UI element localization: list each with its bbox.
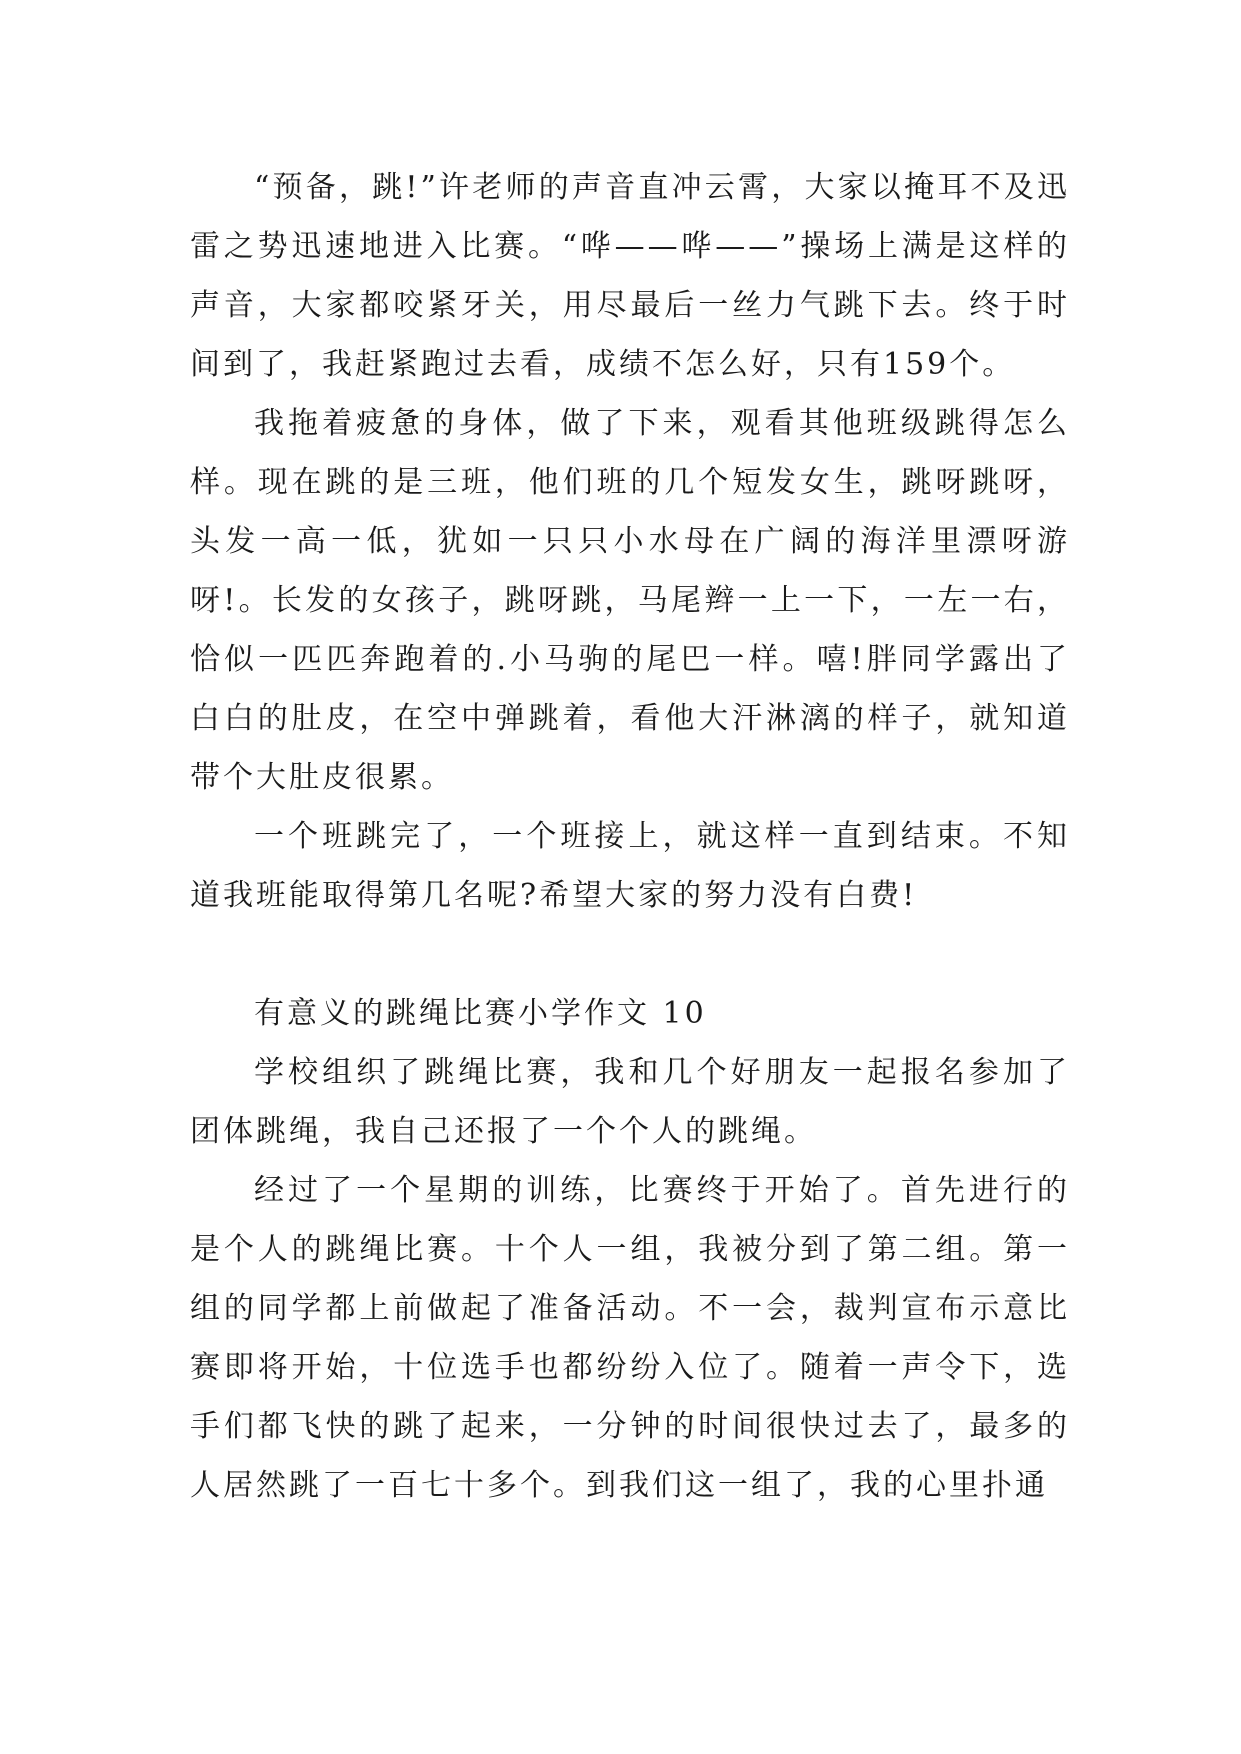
paragraph-start-race: “预备，跳!”许老师的声音直冲云霄，大家以掩耳不及迅雷之势迅速地进入比赛。“哗——哗——”操场上满是这样的声音，大家都咬紧牙关，用尽最后一丝力气跳下去。终于时间到了，我赶紧跑过去看，成绩不怎么好，只有159个。 [190, 170, 1070, 382]
document-body [190, 158, 1070, 1515]
section-spacer [190, 925, 1070, 984]
paragraph-watching-others: 我拖着疲惫的身体，做了下来，观看其他班级跳得怎么样。现在跳的是三班，他们班的几个短发女生，跳呀跳呀，头发一高一低，犹如一只只小水母在广阔的海洋里漂呀游呀!。长发的女孩子，跳呀跳，马尾辫一上一下，一左一右，恰似一匹匹奔跑着的.小马驹的尾巴一样。嘻!胖同学露出了白白的肚皮，在空中弹跳着，看他大汗淋漓的样子，就知道带个大肚皮很累。 [190, 406, 1070, 795]
paragraph-registration: 学校组织了跳绳比赛，我和几个好朋友一起报名参加了团体跳绳，我自己还报了一个个人的跳绳。 [190, 1055, 1070, 1149]
paragraph-race-end: 一个班跳完了，一个班接上，就这样一直到结束。不知道我班能取得第几名呢?希望大家的努力没有白费! [190, 819, 1070, 913]
paragraph-individual-race: 经过了一个星期的训练，比赛终于开始了。首先进行的是个人的跳绳比赛。十个人一组，我被分到了第二组。第一组的同学都上前做起了准备活动。不一会，裁判宣布示意比赛即将开始，十位选手也都纷纷入位了。随着一声令下，选手们都飞快的跳了起来，一分钟的时间很快过去了，最多的人居然跳了一百七十多个。到我们这一组了，我的心里扑通 [190, 1173, 1070, 1503]
section-title: 有意义的跳绳比赛小学作文 10 [254, 996, 707, 1031]
